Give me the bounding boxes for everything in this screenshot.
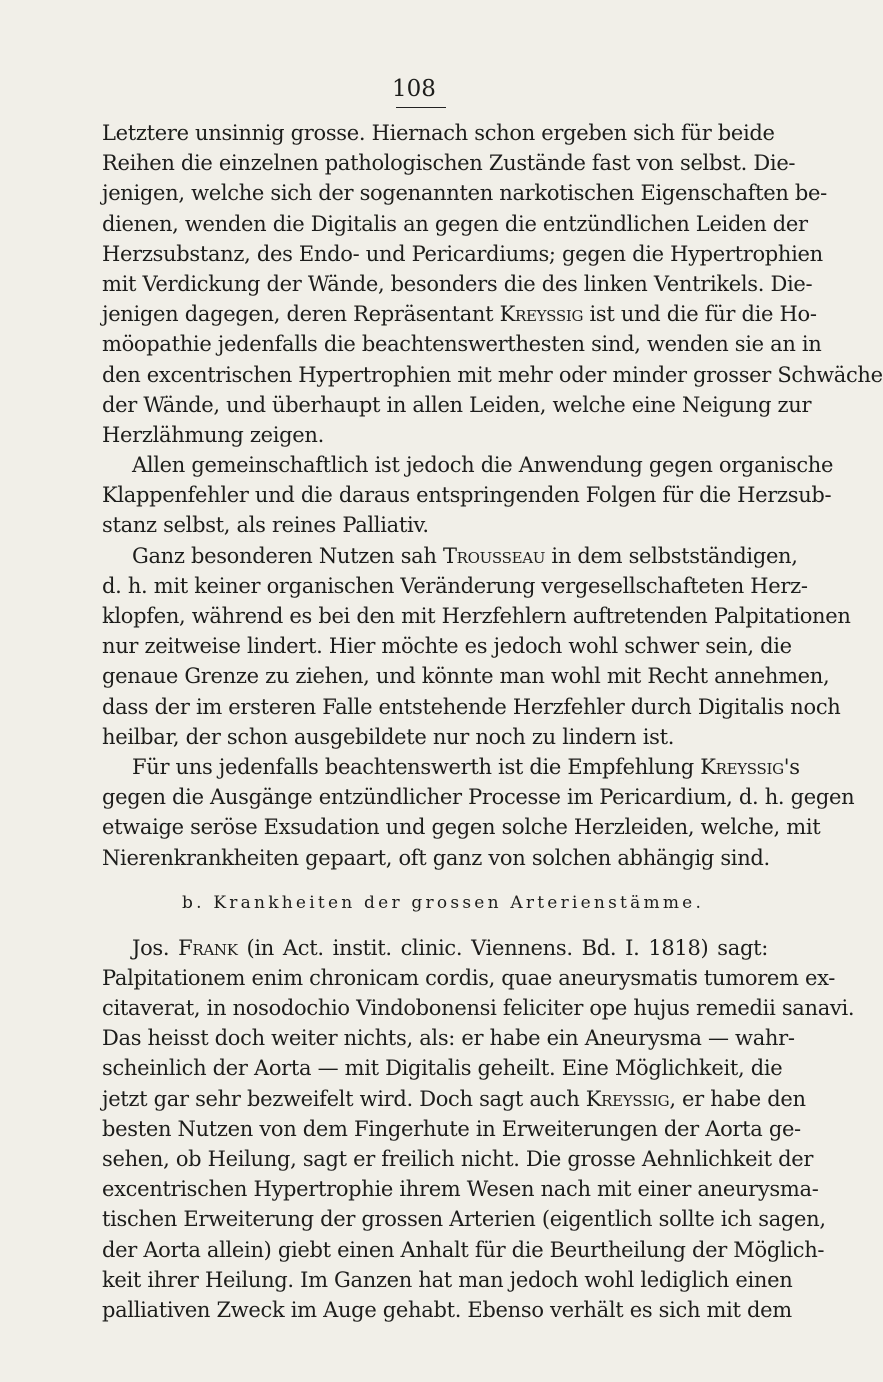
paragraph-p5 [102,933,855,1325]
author-name: Trousseau [442,543,546,568]
author-name: Kreyssig [700,754,784,779]
text-line: Nierenkrankheiten gepaart, oft ganz von solchen abhängig sind. [102,845,770,870]
author-name: Kreyssig [585,1086,670,1111]
paragraphs-after-heading [102,933,855,1325]
text-line: Jos. Frank (in Act. instit. clinic. Viennens. Bd. I. 1818) sagt: [132,935,768,960]
text-line: Allen gemeinschaftlich ist jedoch die Anwendung gegen organische [132,453,834,478]
text-line: Ganz besonderen Nutzen sah Trousseau in dem selbstständigen, [132,543,798,568]
text-line: besten Nutzen von dem Fingerhute in Erweiterungen der Aorta ge- [102,1116,801,1141]
body-text [102,118,883,1325]
paragraph-p1 [102,118,883,450]
text-line: excentrischen Hypertrophie ihrem Wesen nach mit einer aneurysma- [102,1177,819,1202]
text-line: Letztere unsinnig grosse. Hiernach schon ergeben sich für beide [102,121,775,145]
paragraphs-before-heading [102,118,883,873]
text-line: sehen, ob Heilung, sagt er freilich nicht. Die grosse Aehnlichkeit der [102,1147,814,1171]
paragraph-p3 [102,541,851,752]
text-line: Klappenfehler und die daraus entspringenden Folgen für die Herzsub- [102,483,832,508]
author-name: Frank [178,935,238,960]
text-line: Für uns jedenfalls beachtenswerth ist die Empfehlung Kreyssig's [132,754,800,779]
text-line: der Wände, und überhaupt in allen Leiden, welche eine Neigung zur [102,392,812,417]
text-line: klopfen, während es bei den mit Herzfehlern auftretenden Palpitationen [102,604,851,628]
text-line: heilbar, der schon ausgebildete nur noch zu lindern ist. [102,724,675,749]
text-line: dass der im ersteren Falle entstehende Herzfehler durch Digitalis noch [102,694,841,719]
text-line: tischen Erweiterung der grossen Arterien (eigentlich sollte ich sagen, [102,1207,826,1232]
text-line: Reihen die einzelnen pathologischen Zustände fast von selbst. Die- [102,151,796,176]
paragraph-p4 [102,752,855,873]
text-line: gegen die Ausgänge entzündlicher Processe im Pericardium, d. h. gegen [102,785,855,810]
text-line: möopathie jedenfalls die beachtenswerthesten sind, wenden sie an in [102,332,822,357]
author-name: Kreyssig [499,302,584,327]
page-number: 108 [392,76,436,102]
text-line: etwaige seröse Exsudation und gegen solche Herzleiden, welche, mit [102,815,821,840]
text-line: jetzt gar sehr bezweifelt wird. Doch sagt auch Kreyssig, er habe den [102,1086,806,1111]
section-heading: b. Krankheiten der grossen Arterienstämme. [182,892,705,913]
text-line: Das heisst doch weiter nichts, als: er habe ein Aneurysma — wahr- [102,1026,795,1051]
text-line: Herzlähmung zeigen. [102,422,324,447]
text-line: nur zeitweise lindert. Hier möchte es jedoch wohl schwer sein, die [102,634,792,659]
paragraph-p2 [102,450,834,541]
text-line: jenigen dagegen, deren Repräsentant Kreyssig ist und die für die Ho- [102,302,817,327]
text-line: scheinlich der Aorta — mit Digitalis geheilt. Eine Möglichkeit, die [102,1056,783,1081]
text-line: citaverat, in nosodochio Vindobonensi feliciter ope hujus remedii sanavi. [102,996,855,1021]
text-line: stanz selbst, als reines Palliativ. [102,513,429,538]
text-line: keit ihrer Heilung. Im Ganzen hat man jedoch wohl lediglich einen [102,1267,793,1292]
text-line: mit Verdickung der Wände, besonders die des linken Ventrikels. Die- [102,271,813,296]
text-line: d. h. mit keiner organischen Veränderung vergesellschafteten Herz- [102,573,808,598]
text-line: dienen, wenden die Digitalis an gegen die entzündlichen Leiden der [102,211,808,236]
page-number-rule [396,107,446,108]
text-line: Herzsubstanz, des Endo- und Pericardiums; gegen die Hypertrophien [102,241,823,266]
text-line: der Aorta allein) giebt einen Anhalt für die Beurtheilung der Möglich- [102,1237,825,1262]
text-line: Palpitationem enim chronicam cordis, quae aneurysmatis tumorem ex- [102,965,836,990]
text-line: den excentrischen Hypertrophien mit mehr oder minder grosser Schwäche [102,362,883,387]
text-line: jenigen, welche sich der sogenannten narkotischen Eigenschaften be- [102,181,827,206]
text-line: genaue Grenze zu ziehen, und könnte man wohl mit Recht annehmen, [102,664,830,689]
text-line: palliativen Zweck im Auge gehabt. Ebenso verhält es sich mit dem [102,1297,792,1322]
